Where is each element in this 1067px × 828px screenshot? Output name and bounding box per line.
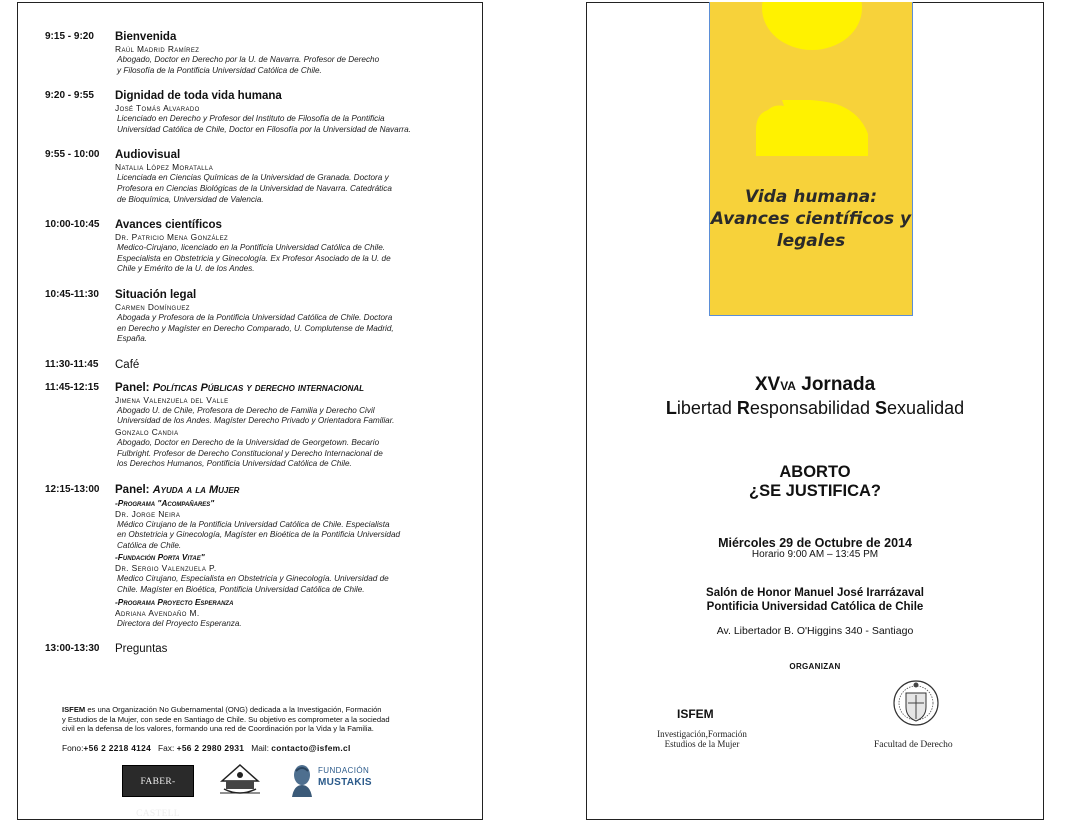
program-list xyxy=(45,30,465,665)
speaker-bio: Abogado, Doctor en Derecho de la Universidad de Georgetown. Becario Fulbright. Profesor de Derecho Constitucional y Derecho Internacional de los Derechos Humanos, Pontificia Universidad Católica de Chile. xyxy=(117,437,383,469)
facultad-derecho-label: Facultad de Derecho xyxy=(874,740,953,750)
jornada-heading: XVVA Jornada Libertad Responsabilidad Sexualidad xyxy=(665,374,965,418)
entry-title: Avances científicos xyxy=(115,219,222,232)
bust-icon xyxy=(290,763,314,797)
speaker-bio: Licenciada en Ciencias Químicas de la Universidad de Granada. Doctora y Profesora en Ciencias Biológicas de la Universidad de Navarra. Catedrática de Bioquímica, Universidad de Valencia. xyxy=(117,173,392,204)
program-entry xyxy=(45,218,465,275)
program-entry xyxy=(45,288,465,345)
event-venue: Salón de Honor Manuel José Irarrázaval Pontificia Universidad Católica de Chile xyxy=(706,587,924,613)
program-entry xyxy=(45,483,465,630)
subprogram-label: -Fundación Porta Vitae" xyxy=(115,552,205,563)
cover-title: Vida humana: Avances científicos y legales xyxy=(710,187,912,251)
entry-title: Situación legal xyxy=(115,288,197,301)
speaker-bio: Licenciado en Derecho y Profesor del Instituto de Filosofía de la Pontificia Universidad Católica de Chile, Doctor en Filosofía por la Universidad de Navarra. xyxy=(117,114,411,134)
entry-title: Bienvenida xyxy=(115,31,177,43)
sponsor-crest-icon xyxy=(218,763,262,799)
fax-number: +56 2 2980 2931 xyxy=(176,743,245,753)
entry-title: Café xyxy=(115,358,140,371)
entry-time: 11:30-11:45 xyxy=(45,358,99,370)
speaker-name: Jimena Valenzuela del Valle xyxy=(115,394,229,405)
speaker-bio: Medico-Cirujano, licenciado en la Pontificia Universidad Católica de Chile. Especialista en Obstetricia y Ginecología. Ex Profesor Asociado de la U. de Chile y Emérito de la U. de los Andes. xyxy=(117,243,391,274)
contact-line: Fono:+56 2 2218 4124 Fax: +56 2 2980 2931 Mail: contacto@isfem.cl xyxy=(62,743,351,753)
event-topic: ABORTO ¿SE JUSTIFICA? xyxy=(748,463,881,500)
subprogram-label: -Programa "Acompañares" xyxy=(115,497,215,508)
speaker-name: Gonzalo Candia xyxy=(115,426,179,437)
sun-disc-icon xyxy=(710,2,914,62)
event-address: Av. Libertador B. O'Higgins 340 - Santiago xyxy=(716,625,914,637)
organizers-heading: ORGANIZAN xyxy=(789,662,841,671)
speaker-bio: Abogado U. de Chile, Profesora de Derecho de Familia y Derecho Civil Universidad de los Andes. Magíster Derecho Privado y Orientadora Familiar. xyxy=(117,405,395,426)
faber-castell-logo: FABER-CASTELL xyxy=(122,765,194,797)
program-entry xyxy=(45,89,465,135)
speaker-name: Dr. Patricio Mena González xyxy=(115,232,229,243)
event-hours: Horario 9:00 AM – 13:45 PM xyxy=(751,549,879,560)
speaker-name: Dr. Sergio Valenzuela P. xyxy=(115,563,217,574)
entry-time: 9:55 - 10:00 xyxy=(45,149,100,161)
entry-title: Preguntas xyxy=(115,643,168,656)
entry-time: 10:45-11:30 xyxy=(45,288,99,300)
isfem-description: ISFEM es una Organización No Gubernamental (ONG) dedicada a la Investigación, Formación y Estudios de la Mujer, con sede en Santiago de Chile. Su objetivo es comprometer a la sociedad civil en la defensa de los valores, formando una red de Coordinación por la Vida y la Familia. xyxy=(62,705,390,734)
uc-crest-icon xyxy=(892,679,940,737)
entry-time: 9:20 - 9:55 xyxy=(45,90,94,102)
program-page xyxy=(17,2,483,820)
speaker-bio: Medico Cirujano, Especialista en Obstetricia y Ginecología. Universidad de Chile. Magíster en Bioética, Pontificia Universidad Católica de Chile. xyxy=(117,574,389,595)
event-date: Miércoles 29 de Octubre de 2014 xyxy=(718,536,912,550)
entry-title: Audiovisual xyxy=(115,149,181,162)
speaker-bio: Médico Cirujano de la Pontificia Universidad Católica de Chile. Especialista en Obstetricia y Ginecología, Magíster en Bioética de la Pontificia Universidad Católica de Chile. xyxy=(117,519,401,550)
speaker-bio: Abogado, Doctor en Derecho por la U. de Navarra. Profesor de Derecho y Filosofía de la Pontificia Universidad Católica de Chile. xyxy=(117,55,380,75)
speaker-name: Carmen Domínguez xyxy=(115,301,190,312)
entry-time: 11:45-12:15 xyxy=(45,381,99,393)
fundacion-mustakis-logo: FUNDACIÓN MUSTAKIS xyxy=(290,763,380,799)
sponsor-logos xyxy=(122,763,382,819)
cover-banner xyxy=(709,2,913,316)
entry-time: 10:00-10:45 xyxy=(45,219,100,231)
cover-page xyxy=(586,2,1044,820)
isfem-subtitle: Investigación,Formación Estudios de la Mujer xyxy=(657,729,747,749)
entry-time: 9:15 - 9:20 xyxy=(45,31,94,42)
speaker-name: Raúl Madrid Ramírez xyxy=(115,44,200,54)
program-entry xyxy=(45,642,465,656)
entry-title: Panel: Ayuda a la Mujer xyxy=(115,483,240,496)
speaker-bio: Abogada y Profesora de la Pontificia Universidad Católica de Chile. Doctora en Derecho y Magíster en Derecho Comparado, U. Complutense de Madrid, España. xyxy=(117,312,394,344)
program-entry xyxy=(45,358,465,372)
speaker-bio: Directora del Proyecto Esperanza. xyxy=(117,618,242,628)
isfem-logo: ISFEM xyxy=(677,707,714,721)
subprogram-label: -Programa Proyecto Esperanza xyxy=(115,596,234,607)
speaker-name: Adriana Avendaño M. xyxy=(115,607,200,618)
speaker-name: Natalia López Moratalla xyxy=(115,162,214,173)
email-link[interactable]: contacto@isfem.cl xyxy=(271,743,351,753)
head-profile-icon xyxy=(710,100,914,156)
entry-time: 12:15-13:00 xyxy=(45,483,100,495)
program-entry xyxy=(45,148,465,205)
speaker-name: Dr. Jorge Neira xyxy=(115,508,181,519)
program-entry xyxy=(45,381,465,470)
entry-time: 13:00-13:30 xyxy=(45,643,100,655)
speaker-name: José Tomás Alvarado xyxy=(115,103,200,114)
entry-title: Dignidad de toda vida humana xyxy=(115,90,282,103)
phone-number: +56 2 2218 4124 xyxy=(83,743,152,753)
program-entry xyxy=(45,30,465,76)
entry-title: Panel: Políticas Públicas y derecho internacional xyxy=(115,381,365,394)
